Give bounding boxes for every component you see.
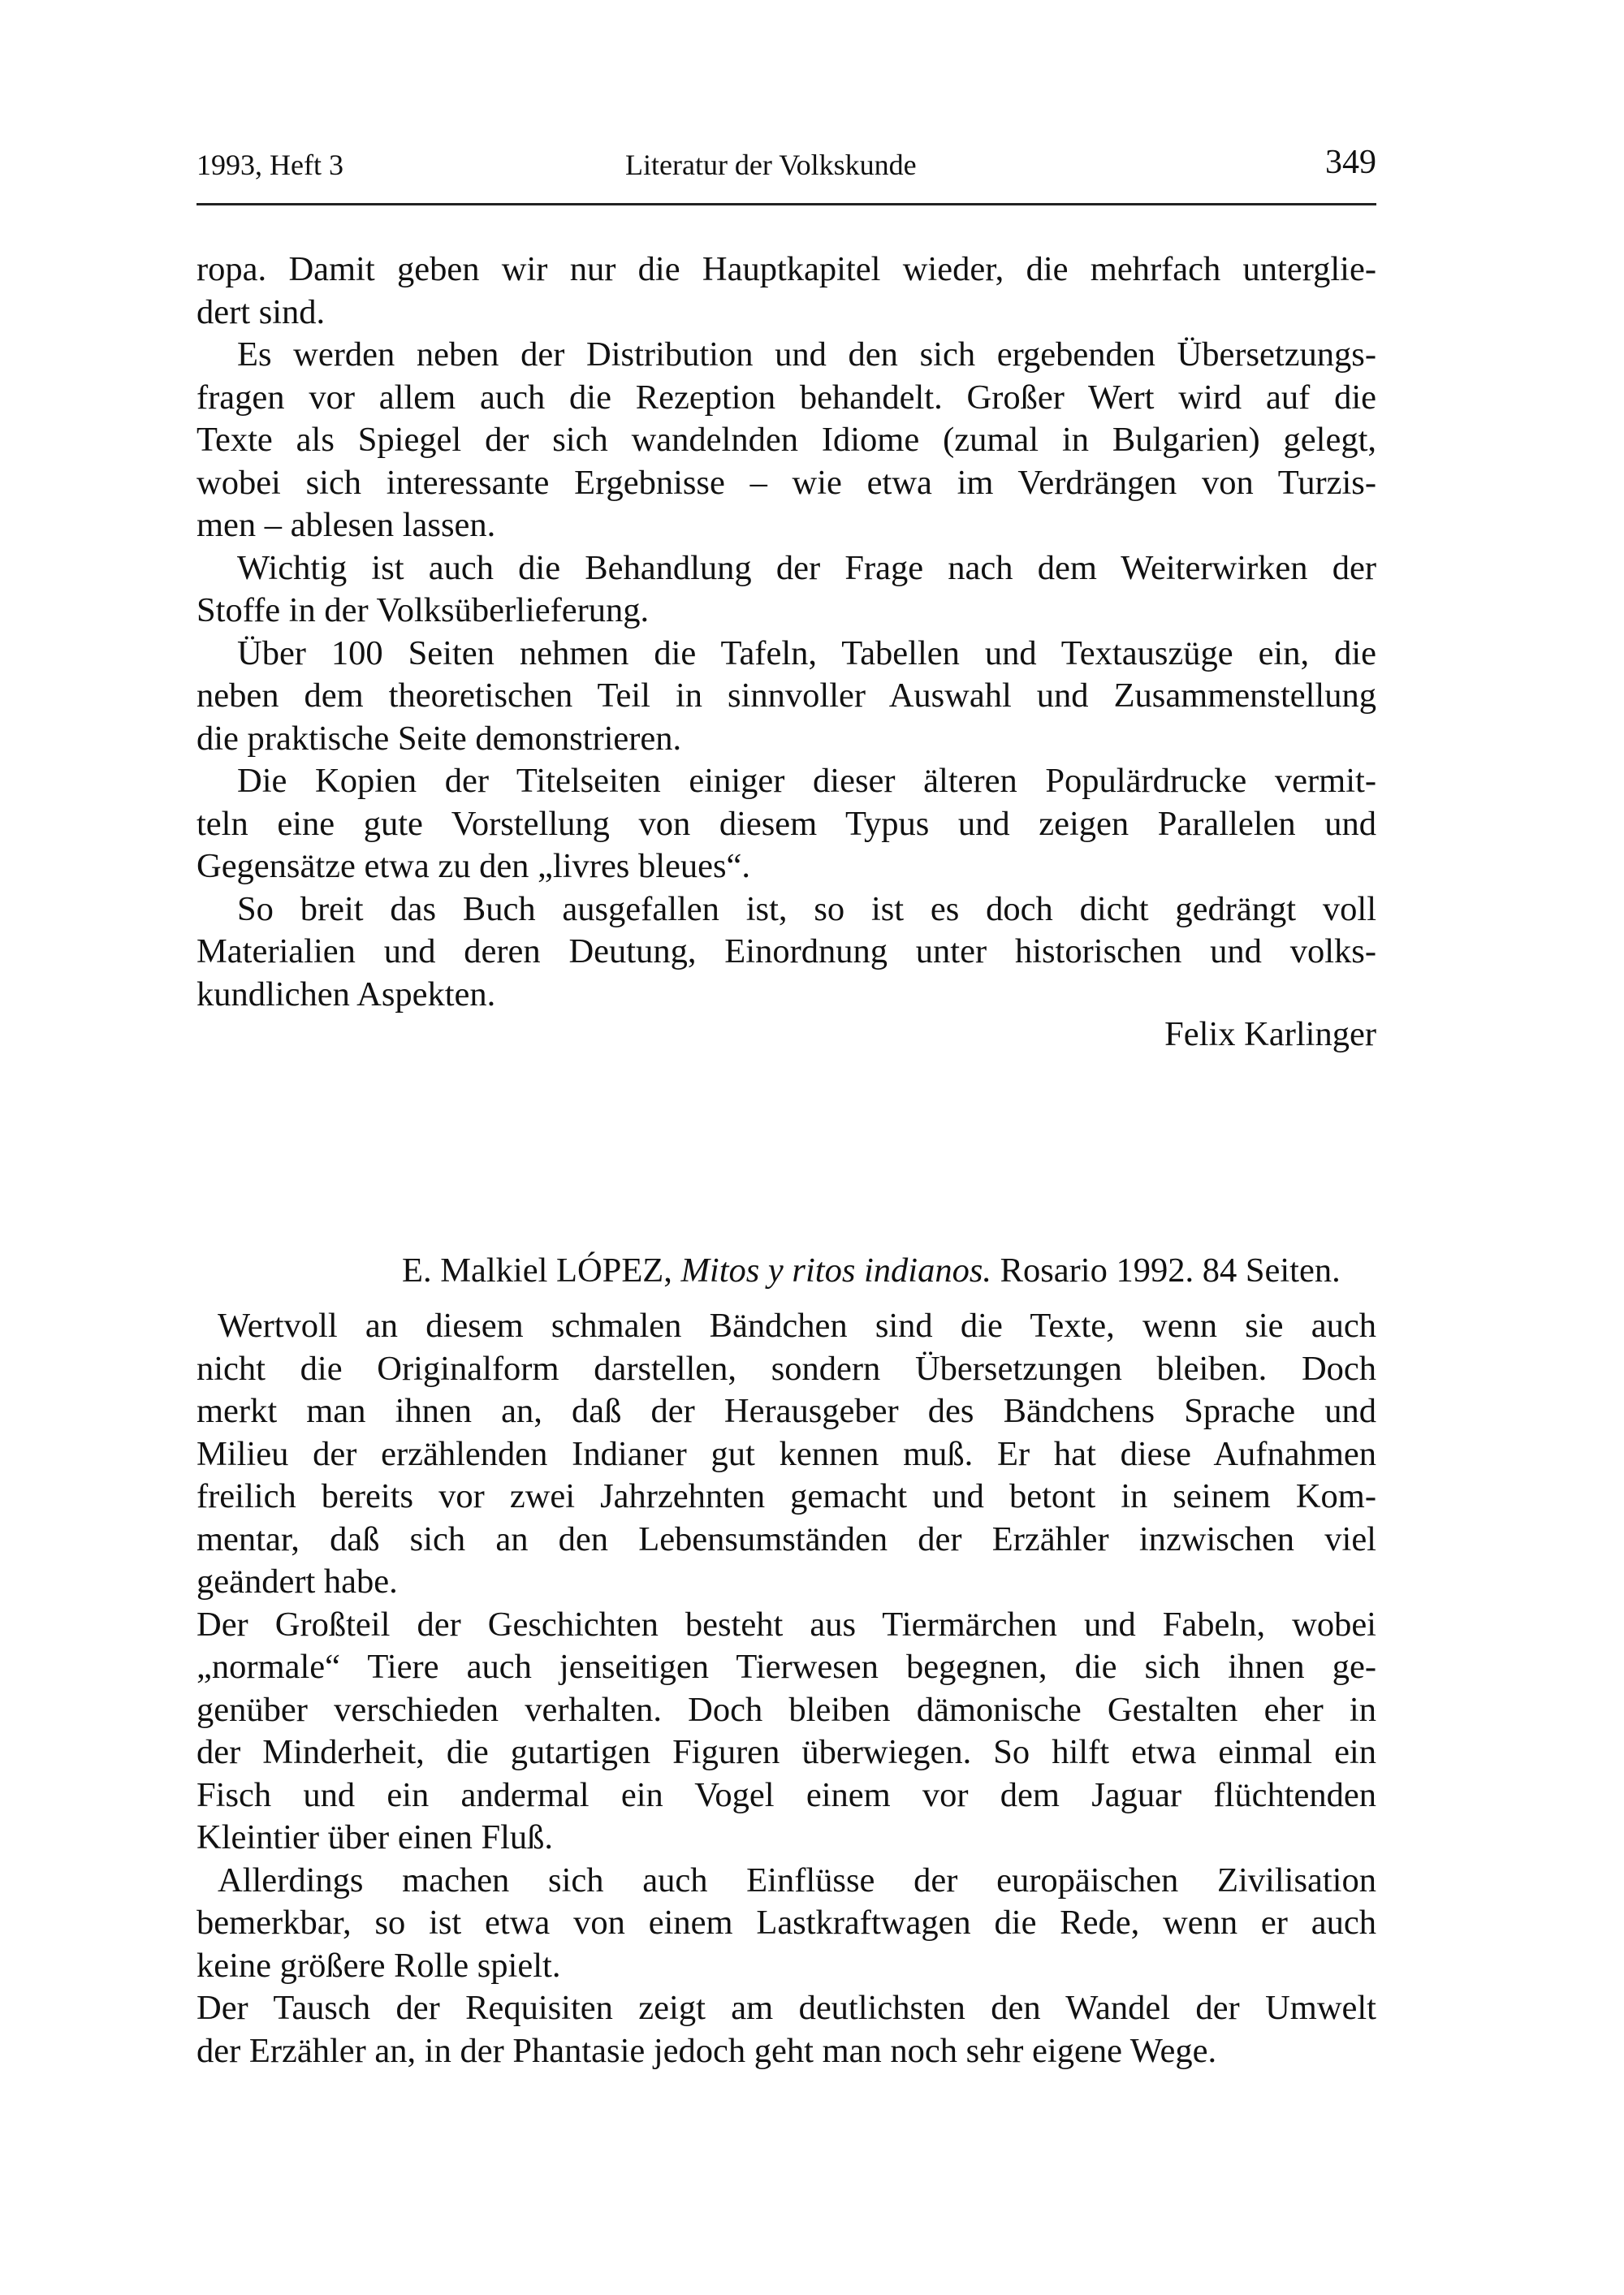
page-number: 349 — [1325, 144, 1376, 181]
book-title: Mitos y ritos indianos. — [680, 1251, 992, 1290]
text-line: mentar, daß sich an den Lebensumständen der Erzähler inzwischen viel — [197, 1519, 1376, 1558]
text-line: der Erzähler an, in der Phantasie jedoch geht man noch sehr eigene Wege. — [197, 2031, 1217, 2070]
text-line: men – ablesen lassen. — [197, 506, 496, 544]
text-line: genüber verschieden verhalten. Doch bleiben dämonische Gestalten eher in — [197, 1690, 1376, 1729]
running-head-issue: 1993, Heft 3 — [197, 149, 343, 181]
text-line: geändert habe. — [197, 1562, 398, 1601]
text-line: kundlichen Aspekten. — [197, 975, 496, 1014]
text-line: bemerkbar, so ist etwa von einem Lastkraftwagen die Rede, wenn er auch — [197, 1904, 1376, 1942]
text-line: der Minderheit, die gutartigen Figuren überwiegen. So hilft etwa einmal ein — [197, 1733, 1376, 1771]
paragraph — [197, 633, 1376, 761]
paragraph — [197, 888, 1376, 1017]
text-line: ropa. Damit geben wir nur die Hauptkapitel wieder, die mehrfach unterglie- — [197, 250, 1376, 288]
text-line: fragen vor allem auch die Rezeption behandelt. Großer Wert wird auf die — [197, 378, 1376, 417]
text-line: merkt man ihnen an, daß der Herausgeber des Bändchens Sprache und — [197, 1392, 1376, 1430]
paragraph — [197, 547, 1376, 633]
review-body — [197, 1305, 1376, 2072]
text-line: Materialien und deren Deutung, Einordnung unter historischen und volks- — [197, 932, 1376, 970]
text-line: Kleintier über einen Fluß. — [197, 1818, 554, 1856]
running-head-title: Literatur der Volkskunde — [625, 149, 917, 181]
text-line: nicht die Originalform darstellen, sondern Übersetzungen bleiben. Doch — [197, 1349, 1376, 1388]
text-line: Es werden neben der Distribution und den sich ergebenden Übersetzungs- — [237, 335, 1376, 374]
review-heading — [402, 1251, 1341, 1290]
text-line: neben dem theoretischen Teil in sinnvoller Auswahl und Zusammenstellung — [197, 676, 1376, 715]
book-publication: Rosario 1992. 84 Seiten. — [991, 1251, 1341, 1290]
text-line: Über 100 Seiten nehmen die Tafeln, Tabellen und Textauszüge ein, die — [237, 633, 1376, 672]
text-line: Allerdings machen sich auch Einflüsse der europäischen Zivilisation — [218, 1861, 1376, 1900]
text-line: Der Großteil der Geschichten besteht aus Tiermärchen und Fabeln, wobei — [197, 1605, 1376, 1644]
text-line: Gegensätze etwa zu den „livres bleues“. — [197, 847, 751, 885]
text-line: keine größere Rolle spielt. — [197, 1946, 561, 1985]
text-line: freilich bereits vor zwei Jahrzehnten gemacht und betont in seinem Kom- — [197, 1477, 1376, 1515]
text-line: Wertvoll an diesem schmalen Bändchen sind die Texte, wenn sie auch — [218, 1307, 1376, 1345]
text-line: Wichtig ist auch die Behandlung der Frage nach dem Weiterwirken der — [237, 548, 1376, 587]
text-line: Fisch und ein andermal ein Vogel einem vor dem Jaguar flüchtenden — [197, 1775, 1376, 1814]
book-author: E. Malkiel LÓPEZ, — [402, 1251, 681, 1290]
paragraph — [197, 249, 1376, 334]
text-line: teln eine gute Vorstellung von diesem Typus und zeigen Parallelen und — [197, 804, 1376, 843]
text-line: Die Kopien der Titelseiten einiger dieser älteren Populärdrucke vermit- — [237, 762, 1376, 800]
text-line: wobei sich interessante Ergebnisse – wie etwa im Verdrängen von Turzis- — [197, 463, 1376, 502]
paragraph — [197, 1305, 1376, 1604]
text-line: die praktische Seite demonstrieren. — [197, 719, 682, 758]
paragraph — [197, 1860, 1376, 1988]
paragraph — [197, 334, 1376, 547]
text-line: So breit das Buch ausgefallen ist, so ist es doch dicht gedrängt voll — [237, 889, 1376, 928]
paragraph — [197, 1604, 1376, 1860]
text-line: dert sind. — [197, 292, 326, 331]
reviewer-signature: Felix Karlinger — [1164, 1015, 1376, 1053]
text-line: „normale“ Tiere auch jenseitigen Tierwesen begegnen, die sich ihnen ge- — [197, 1648, 1376, 1686]
paragraph — [197, 1987, 1376, 2072]
text-line: Stoffe in der Volksüberlieferung. — [197, 591, 650, 629]
header-rule — [197, 203, 1376, 205]
text-line: Milieu der erzählenden Indianer gut kennen muß. Er hat diese Aufnahmen — [197, 1434, 1376, 1473]
paragraph — [197, 760, 1376, 888]
text-line: Der Tausch der Requisiten zeigt am deutlichsten den Wandel der Umwelt — [197, 1989, 1376, 2027]
review-continuation — [197, 249, 1376, 1016]
text-line: Texte als Spiegel der sich wandelnden Idiome (zumal in Bulgarien) gelegt, — [197, 421, 1376, 459]
